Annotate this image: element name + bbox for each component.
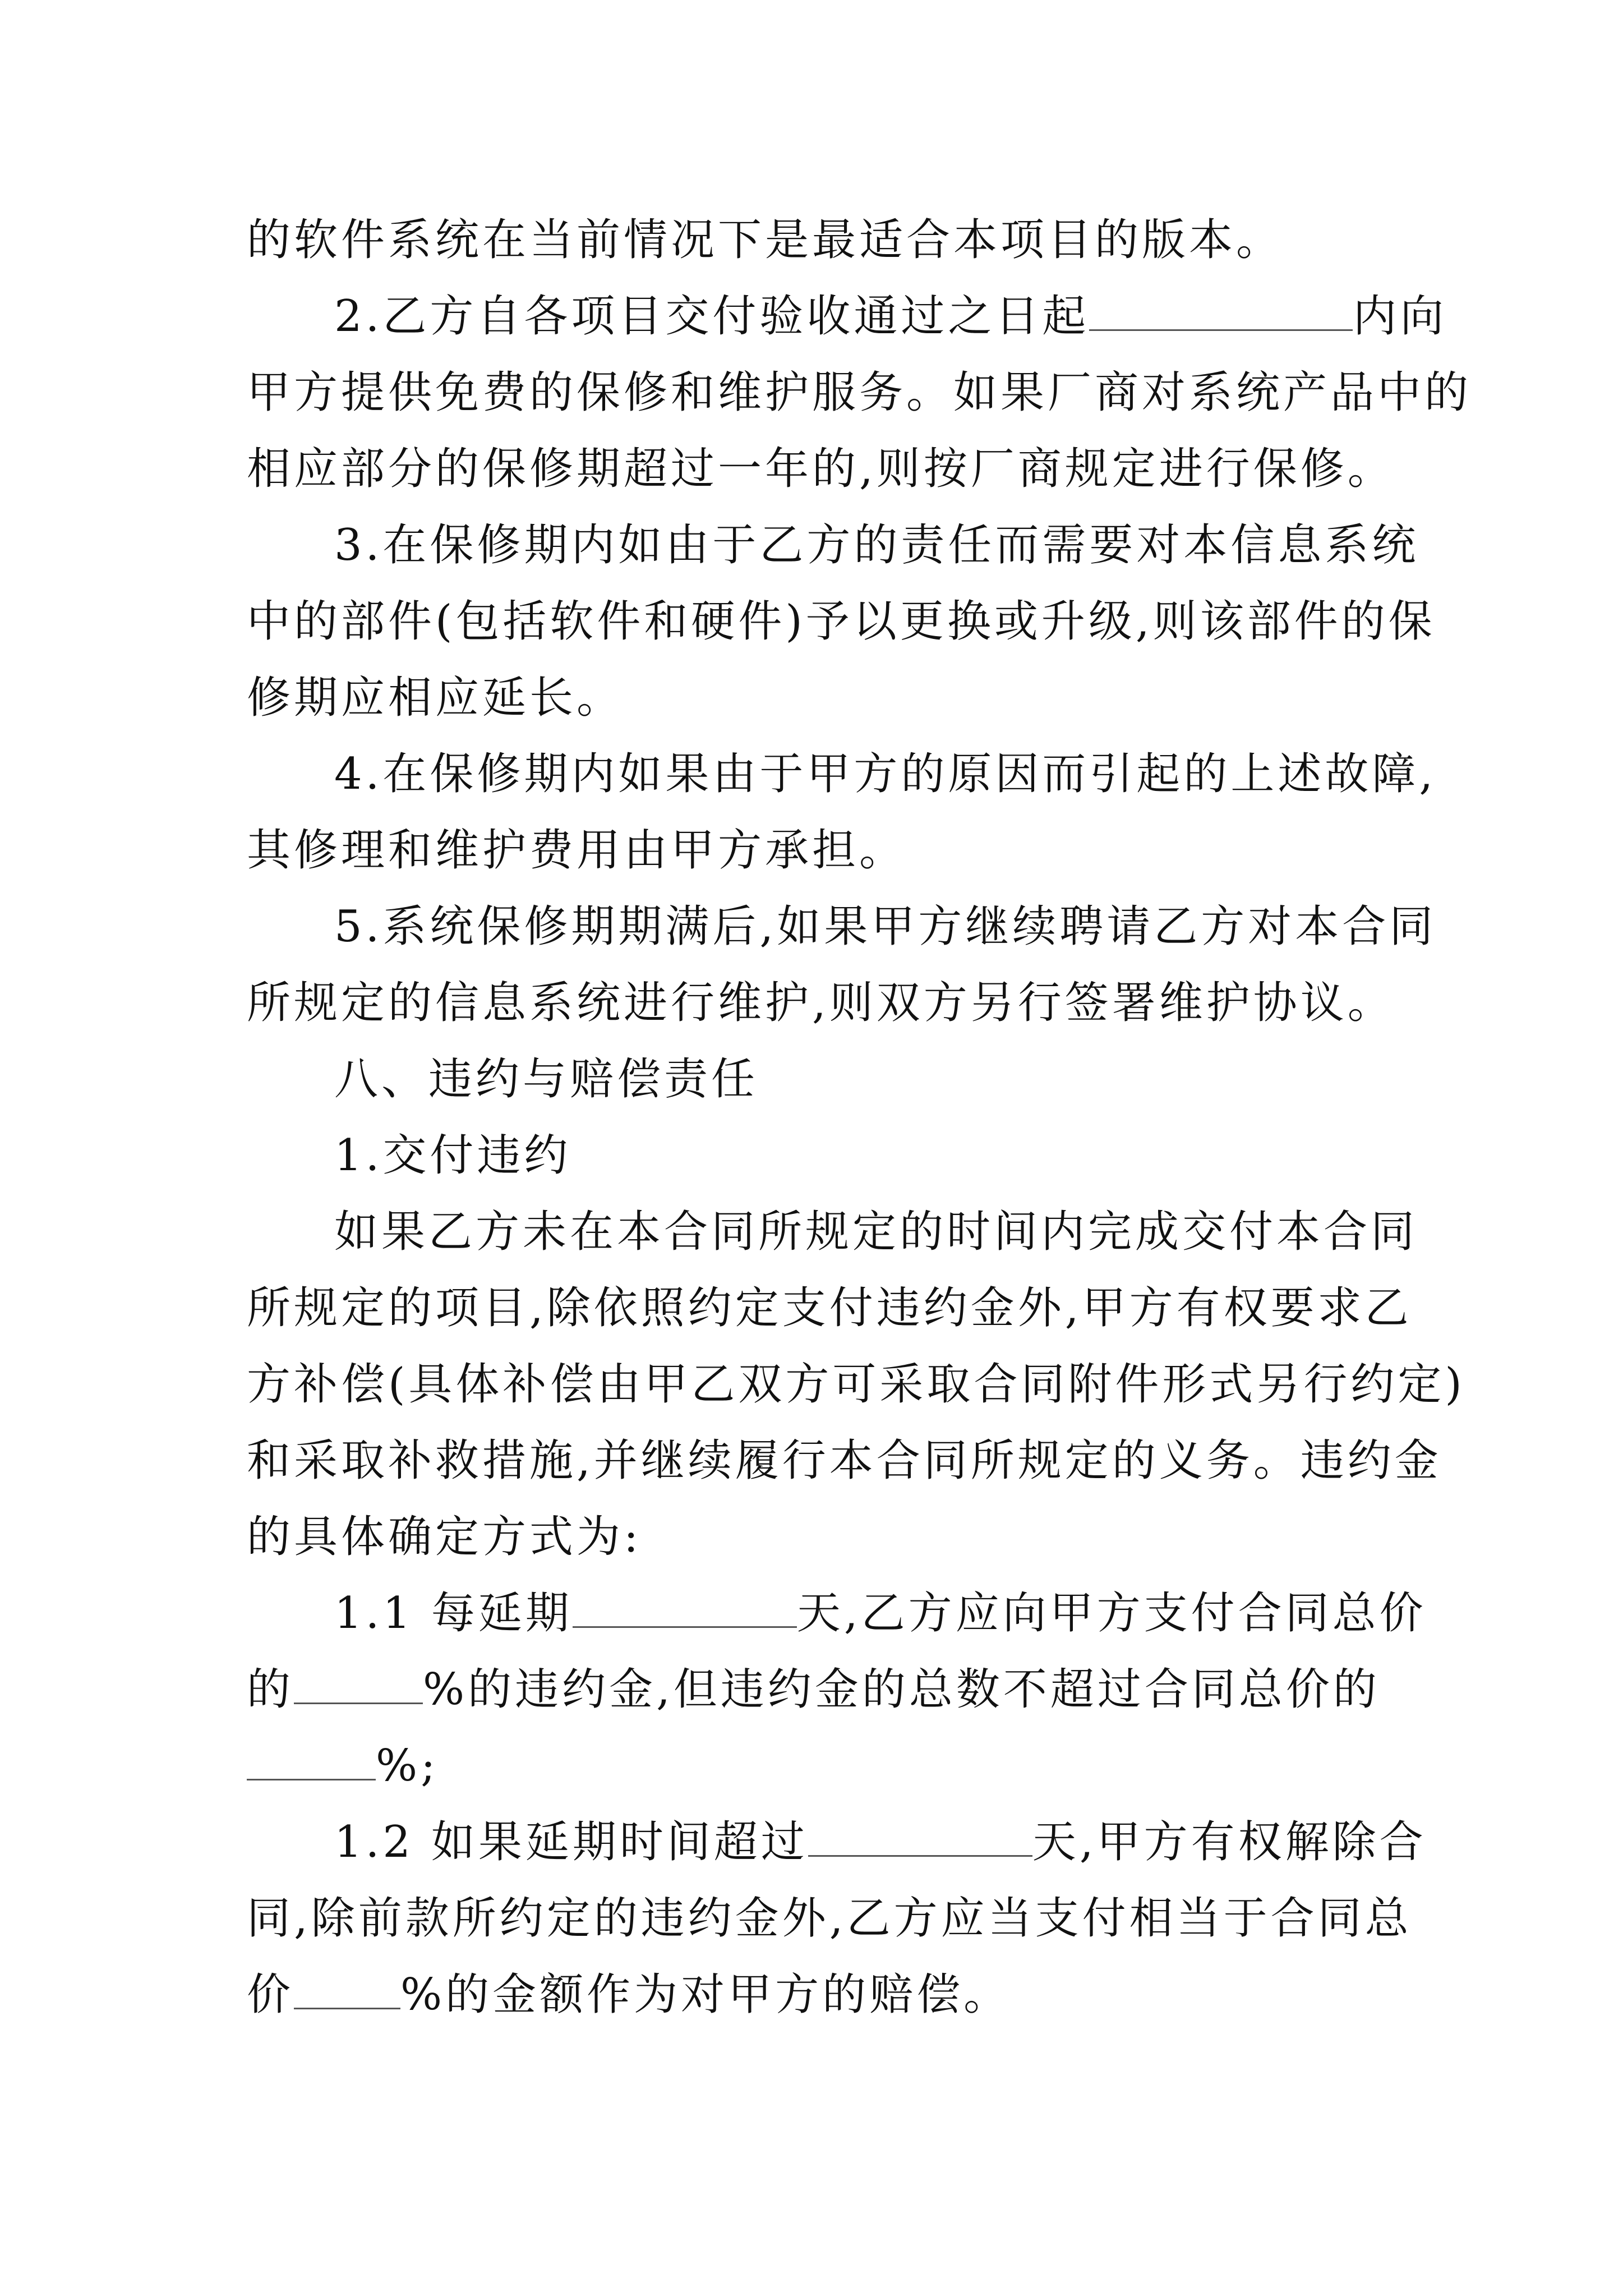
text: 内向 <box>1353 291 1447 342</box>
text: 1.2 如果延期时间超过 <box>334 1817 808 1867</box>
text: 甲方提供免费的保修和维护服务。如果厂商对系统产品中的 <box>247 367 1472 418</box>
text: 1.1 每延期 <box>334 1588 573 1639</box>
text: 修期应相应延长。 <box>247 673 624 723</box>
text-line <box>247 1575 1427 1651</box>
document-body <box>247 202 1472 2033</box>
text: 相应部分的保修期超过一年的,则按厂商规定进行保修。 <box>247 444 1395 494</box>
text: 2.乙方自各项目交付验收通过之日起 <box>334 291 1090 342</box>
fill-in-blank <box>247 1740 376 1780</box>
text: 中的部件(包括软件和硬件)予以更换或升级,则该部件的保 <box>247 596 1436 647</box>
text: 价 <box>247 1970 294 2020</box>
text-line <box>247 1270 1412 1346</box>
text: 其修理和维护费用由甲方承担。 <box>247 825 907 876</box>
text-line <box>247 1804 1427 1880</box>
fill-in-blank <box>294 1663 423 1704</box>
text-line <box>247 1880 1412 1957</box>
text-line <box>247 736 1437 812</box>
text-line <box>247 889 1437 965</box>
text: 5.系统保修期期满后,如果甲方继续聘请乙方对本合同 <box>334 901 1437 952</box>
section-heading <box>247 1041 1385 1117</box>
subsection-heading <box>247 1117 1385 1194</box>
fill-in-blank <box>294 1968 400 2009</box>
fill-in-blank <box>1089 290 1353 331</box>
text-line <box>247 202 1385 278</box>
fill-in-blank <box>573 1587 797 1628</box>
text-line <box>247 1194 1418 1270</box>
text: 3.在保修期内如由于乙方的责任而需要对本信息系统 <box>334 520 1419 570</box>
text-line <box>247 1423 1442 1499</box>
text: 同,除前款所约定的违约金外,乙方应当支付相当于合同总 <box>247 1893 1412 1944</box>
text-line <box>247 355 1472 431</box>
text: 方补偿(具体补偿由甲乙双方可采取合同附件形式另行约定) <box>247 1359 1465 1410</box>
text-line <box>247 1499 1385 1575</box>
fill-in-blank <box>808 1816 1032 1857</box>
text: 的 <box>247 1664 294 1715</box>
text-line <box>247 278 1447 355</box>
text-line <box>247 583 1436 660</box>
text: 天,甲方有权解除合 <box>1032 1817 1427 1867</box>
text-line <box>247 812 1385 889</box>
text-line <box>247 660 1385 736</box>
text: 如果乙方未在本合同所规定的时间内完成交付本合同 <box>334 1207 1418 1257</box>
text: 的软件系统在当前情况下是最适合本项目的版本。 <box>247 215 1284 265</box>
text-line <box>247 965 1395 1041</box>
text-line <box>247 1728 1385 1804</box>
text: 的具体确定方式为: <box>247 1512 642 1562</box>
text-line <box>247 431 1395 507</box>
text: %的违约金,但违约金的总数不超过合同总价的 <box>423 1664 1380 1715</box>
text: 4.在保修期内如果由于甲方的原因而引起的上述故障, <box>334 749 1437 799</box>
text: 所规定的信息系统进行维护,则双方另行签署维护协议。 <box>247 978 1395 1028</box>
text: %的金额作为对甲方的赔偿。 <box>400 1970 1011 2020</box>
text: 1.交付违约 <box>334 1130 571 1181</box>
text-line <box>247 1651 1385 1728</box>
text: 所规定的项目,除依照约定支付违约金外,甲方有权要求乙 <box>247 1283 1412 1333</box>
text-line <box>247 507 1419 583</box>
text: 天,乙方应向甲方支付合同总价 <box>796 1588 1427 1639</box>
text: 八、违约与赔偿责任 <box>334 1054 759 1105</box>
text: 和采取补救措施,并继续履行本合同所规定的义务。违约金 <box>247 1435 1442 1486</box>
text-line <box>247 1346 1465 1423</box>
text: %; <box>376 1741 439 1791</box>
text-line <box>247 1957 1385 2033</box>
